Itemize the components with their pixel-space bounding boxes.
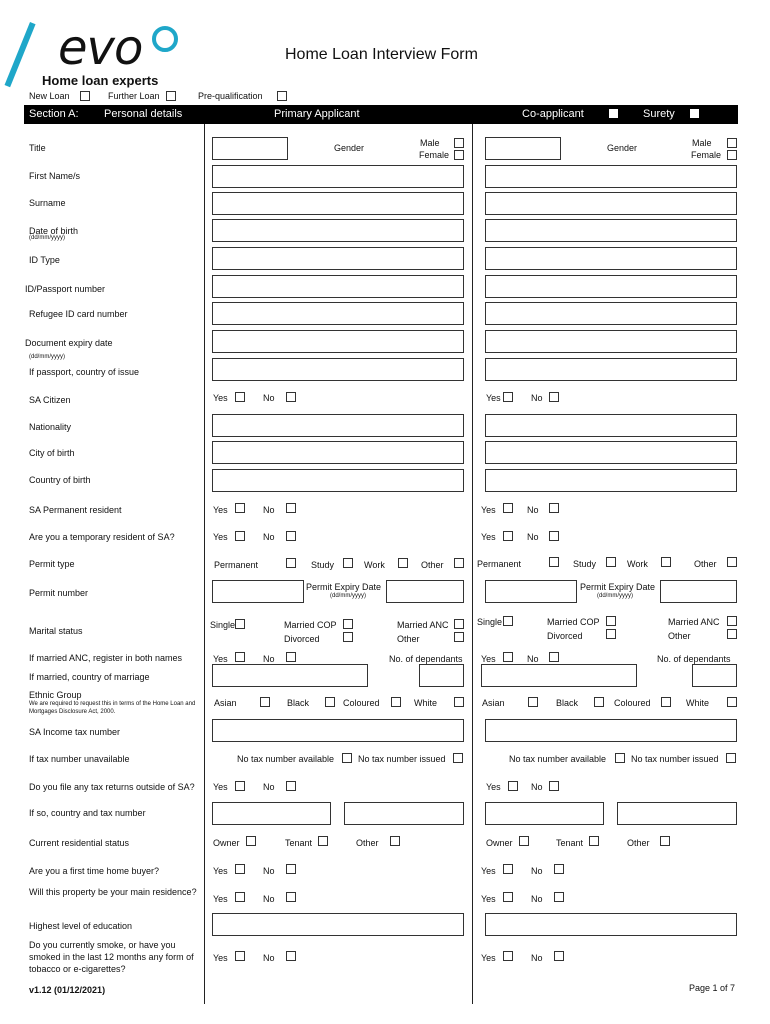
label-anc-register: If married ANC, register in both names [29,653,183,663]
primary-tenant-checkbox[interactable] [318,836,328,846]
co-permit-study-checkbox[interactable] [606,557,616,567]
co-permit-expiry-field[interactable] [660,580,737,603]
label-ethnic: Ethnic Group [29,690,82,700]
co-res-other-checkbox[interactable] [660,836,670,846]
primary-citizen-no-label: No [263,393,275,403]
primary-female-checkbox[interactable] [454,150,464,160]
label-country-birth: Country of birth [29,475,91,485]
co-smoke-no-label: No [531,953,543,963]
logo-slash [5,22,36,87]
primary-married-cop-checkbox[interactable] [343,619,353,629]
co-gender-label: Gender [607,143,638,153]
primary-coloured-checkbox[interactable] [391,697,401,707]
co-anc-yes-checkbox[interactable] [503,652,513,662]
co-main-res-yes-checkbox[interactable] [503,892,513,902]
primary-coloured-label: Coloured [343,698,380,708]
label-tax-number: SA Income tax number [29,727,121,737]
co-white-label: White [686,698,710,708]
co-citizen-yes-label: Yes [486,393,501,403]
primary-temp-yes-checkbox[interactable] [235,531,245,541]
primary-perm-no-checkbox[interactable] [286,503,296,513]
primary-permit-other-checkbox[interactable] [454,558,464,568]
primary-black-label: Black [287,698,310,708]
co-asian-checkbox[interactable] [528,697,538,707]
primary-main-res-yes-label: Yes [213,894,228,904]
co-nationality-field[interactable] [485,414,737,437]
label-tax-country: If so, country and tax number [29,808,146,818]
primary-single-checkbox[interactable] [235,619,245,629]
co-temp-yes-label: Yes [481,532,496,542]
label-married-country: If married, country of marriage [29,672,150,682]
co-tenant-label: Tenant [556,838,584,848]
primary-first-time-no-checkbox[interactable] [286,864,296,874]
label-sa-permanent: SA Permanent resident [29,505,122,515]
co-no-tax-issued-checkbox[interactable] [726,753,736,763]
primary-asian-checkbox[interactable] [260,697,270,707]
primary-citizen-yes-label: Yes [213,393,228,403]
primary-id-type-field[interactable] [212,247,464,270]
co-tax-outside-yes-checkbox[interactable] [508,781,518,791]
primary-dependants-field[interactable] [419,664,464,687]
co-perm-no-checkbox[interactable] [549,503,559,513]
label-nationality: Nationality [29,422,72,432]
co-anc-no-checkbox[interactable] [549,652,559,662]
co-tax-outside-no-label: No [531,782,543,792]
primary-permit-expiry-label: Permit Expiry Date [306,582,382,592]
primary-tax-number-field[interactable] [212,719,464,742]
co-tax-outside-no-checkbox[interactable] [549,781,559,791]
primary-permit-work-checkbox[interactable] [398,558,408,568]
co-dependants-field[interactable] [692,664,737,687]
label-doc-expiry: Document expiry date [25,338,113,348]
primary-country-birth-field[interactable] [212,469,464,492]
primary-tax-country-field[interactable] [212,802,331,825]
co-married-cop-checkbox[interactable] [606,616,616,626]
new-loan-checkbox[interactable] [80,91,90,101]
co-first-time-yes-label: Yes [481,866,496,876]
primary-owner-checkbox[interactable] [246,836,256,846]
co-doc-expiry-field[interactable] [485,330,737,353]
co-city-birth-field[interactable] [485,441,737,464]
co-surname-field[interactable] [485,192,737,215]
page-number: Page 1 of 7 [689,983,736,993]
co-permit-work-checkbox[interactable] [661,557,671,567]
co-anc-no-label: No [527,654,539,664]
label-smoke: Do you currently smoke, or have you smoked in the last 12 months any form of tobacco or e-cigarettes? [29,940,194,974]
form-title: Home Loan Interview Form [285,46,478,63]
primary-male-label: Male [420,138,440,148]
primary-foreign-tax-number-field[interactable] [344,802,464,825]
primary-passport-country-field[interactable] [212,358,464,381]
primary-permit-study-checkbox[interactable] [343,558,353,568]
primary-no-tax-issued-checkbox[interactable] [453,753,463,763]
primary-anc-yes-checkbox[interactable] [235,652,245,662]
section-label: Section A: [29,108,79,120]
co-coloured-label: Coloured [614,698,651,708]
co-tax-country-field[interactable] [485,802,604,825]
primary-temp-no-label: No [263,532,275,542]
co-id-type-field[interactable] [485,247,737,270]
primary-first-time-yes-label: Yes [213,866,228,876]
label-surname: Surname [29,198,66,208]
co-tax-outside-yes-label: Yes [486,782,501,792]
label-first-name: First Name/s [29,171,81,181]
primary-citizen-no-checkbox[interactable] [286,392,296,402]
primary-res-other-checkbox[interactable] [390,836,400,846]
label-permit-number: Permit number [29,588,89,598]
logo-brand: evo [58,20,143,76]
primary-smoke-no-label: No [263,953,275,963]
section-name: Personal details [104,108,183,120]
co-citizen-no-label: No [531,393,543,403]
primary-applicant-heading: Primary Applicant [274,108,360,120]
label-passport-country: If passport, country of issue [29,367,140,377]
co-foreign-tax-number-field[interactable] [617,802,737,825]
co-dependants-label: No. of dependants [657,654,731,664]
label-main-residence: Will this property be your main residence? [29,887,197,897]
co-permit-number-field[interactable] [485,580,577,603]
primary-perm-yes-label: Yes [213,505,228,515]
version-label: v1.12 (01/12/2021) [29,985,106,995]
co-owner-label: Owner [486,838,513,848]
co-female-checkbox[interactable] [727,150,737,160]
co-asian-label: Asian [482,698,505,708]
co-perm-no-label: No [527,505,539,515]
label-first-time: Are you a first time home buyer? [29,866,160,876]
primary-doc-expiry-field[interactable] [212,330,464,353]
primary-married-anc-label: Married ANC [397,620,449,630]
primary-permit-number-field[interactable] [212,580,304,603]
co-no-tax-issued-label: No tax number issued [631,754,719,764]
primary-tax-outside-yes-checkbox[interactable] [235,781,245,791]
co-permit-work-label: Work [627,559,648,569]
co-anc-yes-label: Yes [481,654,496,664]
primary-divorced-checkbox[interactable] [343,632,353,642]
primary-city-birth-field[interactable] [212,441,464,464]
co-applicant-heading: Co-applicant [522,108,584,120]
co-married-cop-label: Married COP [547,617,600,627]
primary-male-checkbox[interactable] [454,138,464,148]
primary-marital-other-label: Other [397,634,420,644]
co-citizen-no-checkbox[interactable] [549,392,559,402]
label-tax-outside: Do you file any tax returns outside of SA? [29,782,195,792]
label-title: Title [29,143,46,153]
co-black-checkbox[interactable] [594,697,604,707]
co-coloured-checkbox[interactable] [661,697,671,707]
primary-refugee-field[interactable] [212,302,464,325]
primary-res-other-label: Other [356,838,379,848]
label-id-passport: ID/Passport number [25,284,106,294]
co-main-res-yes-label: Yes [481,894,496,904]
column-divider-left [204,124,205,1004]
new-loan-label: New Loan [29,91,70,101]
co-passport-country-field[interactable] [485,358,737,381]
prequal-label: Pre-qualification [198,91,263,101]
surety-heading: Surety [643,108,675,120]
co-permit-other-label: Other [694,559,717,569]
co-id-passport-field[interactable] [485,275,737,298]
primary-tenant-label: Tenant [285,838,313,848]
co-permit-other-checkbox[interactable] [727,557,737,567]
primary-dependants-label: No. of dependants [389,654,463,664]
further-loan-checkbox[interactable] [166,91,176,101]
primary-no-tax-issued-label: No tax number issued [358,754,446,764]
logo-tagline: Home loan experts [42,73,159,88]
co-smoke-yes-label: Yes [481,953,496,963]
co-title-field[interactable] [485,137,561,160]
primary-nationality-field[interactable] [212,414,464,437]
primary-main-res-no-checkbox[interactable] [286,892,296,902]
co-country-birth-field[interactable] [485,469,737,492]
label-permit-type: Permit type [29,559,75,569]
primary-tax-outside-no-label: No [263,782,275,792]
co-smoke-no-checkbox[interactable] [554,951,564,961]
section-header [24,105,738,124]
primary-permit-other-label: Other [421,560,444,570]
primary-asian-label: Asian [214,698,237,708]
co-tenant-checkbox[interactable] [589,836,599,846]
co-marital-other-checkbox[interactable] [727,629,737,639]
primary-permit-permanent-label: Permanent [214,560,259,570]
primary-single-label: Single [210,620,236,630]
primary-no-tax-avail-label: No tax number available [237,754,335,764]
label-dob-format: (dd/mm/yyyy) [29,235,65,241]
co-temp-no-label: No [527,532,539,542]
primary-female-label: Female [419,150,450,160]
primary-smoke-no-checkbox[interactable] [286,951,296,961]
co-married-anc-checkbox[interactable] [727,616,737,626]
co-married-anc-label: Married ANC [668,617,720,627]
co-permit-permanent-checkbox[interactable] [549,557,559,567]
co-married-country-field[interactable] [481,664,637,687]
further-loan-label: Further Loan [108,91,160,101]
co-education-field[interactable] [485,913,737,936]
primary-tax-outside-yes-label: Yes [213,782,228,792]
logo-circle [152,26,178,52]
surety-checkbox[interactable] [690,109,699,118]
co-owner-checkbox[interactable] [519,836,529,846]
primary-first-name-field[interactable] [212,165,464,188]
co-main-res-no-label: No [531,894,543,904]
co-permit-expiry-format: (dd/mm/yyyy) [597,593,633,599]
label-sa-citizen: SA Citizen [29,395,71,405]
primary-anc-no-label: No [263,654,275,664]
primary-marital-other-checkbox[interactable] [454,632,464,642]
co-first-time-no-checkbox[interactable] [554,864,564,874]
co-refugee-field[interactable] [485,302,737,325]
co-temp-no-checkbox[interactable] [549,531,559,541]
primary-gender-label: Gender [334,143,365,153]
co-single-checkbox[interactable] [503,616,513,626]
label-temp-resident: Are you a temporary resident of SA? [29,532,175,542]
co-marital-other-label: Other [668,631,691,641]
prequal-checkbox[interactable] [277,91,287,101]
co-permit-permanent-label: Permanent [477,559,522,569]
label-marital: Marital status [29,626,83,636]
primary-permit-expiry-field[interactable] [386,580,464,603]
co-first-time-no-label: No [531,866,543,876]
primary-surname-field[interactable] [212,192,464,215]
primary-married-anc-checkbox[interactable] [454,619,464,629]
primary-main-res-yes-checkbox[interactable] [235,892,245,902]
co-divorced-checkbox[interactable] [606,629,616,639]
label-doc-expiry-format: (dd/mm/yyyy) [29,354,65,360]
co-perm-yes-label: Yes [481,505,496,515]
label-ethnic-note: We are required to request this in terms of the Home Loan and Mortgages Disclosure Act, 2000. [29,701,196,715]
co-no-tax-avail-checkbox[interactable] [615,753,625,763]
primary-permit-study-label: Study [311,560,335,570]
label-id-type: ID Type [29,255,60,265]
co-dob-field[interactable] [485,219,737,242]
primary-black-checkbox[interactable] [325,697,335,707]
label-education: Highest level of education [29,921,133,931]
co-no-tax-avail-label: No tax number available [509,754,607,764]
co-single-label: Single [477,617,503,627]
co-first-name-field[interactable] [485,165,737,188]
primary-smoke-yes-label: Yes [213,953,228,963]
primary-education-field[interactable] [212,913,464,936]
column-divider-right [472,124,473,1004]
co-temp-yes-checkbox[interactable] [503,531,513,541]
co-divorced-label: Divorced [547,631,583,641]
primary-married-cop-label: Married COP [284,620,337,630]
co-white-checkbox[interactable] [727,697,737,707]
co-citizen-yes-checkbox[interactable] [503,392,513,402]
co-res-other-label: Other [627,838,650,848]
label-tax-unavailable: If tax number unavailable [29,754,130,764]
primary-temp-no-checkbox[interactable] [286,531,296,541]
co-first-time-yes-checkbox[interactable] [503,864,513,874]
primary-perm-yes-checkbox[interactable] [235,503,245,513]
primary-first-time-no-label: No [263,866,275,876]
primary-first-time-yes-checkbox[interactable] [235,864,245,874]
primary-dob-field[interactable] [212,219,464,242]
primary-permit-work-label: Work [364,560,385,570]
primary-white-checkbox[interactable] [454,697,464,707]
primary-perm-no-label: No [263,505,275,515]
label-dob: Date of birth [29,226,79,236]
co-male-checkbox[interactable] [727,138,737,148]
primary-divorced-label: Divorced [284,634,320,644]
primary-main-res-no-label: No [263,894,275,904]
primary-anc-yes-label: Yes [213,654,228,664]
co-male-label: Male [692,138,712,148]
co-smoke-yes-checkbox[interactable] [503,951,513,961]
co-black-label: Black [556,698,579,708]
primary-smoke-yes-checkbox[interactable] [235,951,245,961]
primary-permit-expiry-format: (dd/mm/yyyy) [330,593,366,599]
label-residential: Current residential status [29,838,130,848]
co-main-res-no-checkbox[interactable] [554,892,564,902]
co-female-label: Female [691,150,722,160]
co-applicant-checkbox[interactable] [609,109,618,118]
primary-title-field[interactable] [212,137,288,160]
primary-temp-yes-label: Yes [213,532,228,542]
primary-permit-permanent-checkbox[interactable] [286,558,296,568]
co-tax-number-field[interactable] [485,719,737,742]
primary-id-passport-field[interactable] [212,275,464,298]
primary-no-tax-avail-checkbox[interactable] [342,753,352,763]
primary-citizen-yes-checkbox[interactable] [235,392,245,402]
label-refugee: Refugee ID card number [29,309,128,319]
co-perm-yes-checkbox[interactable] [503,503,513,513]
co-permit-study-label: Study [573,559,597,569]
primary-owner-label: Owner [213,838,240,848]
primary-anc-no-checkbox[interactable] [286,652,296,662]
label-city-birth: City of birth [29,448,75,458]
co-permit-expiry-label: Permit Expiry Date [580,582,656,592]
primary-tax-outside-no-checkbox[interactable] [286,781,296,791]
primary-white-label: White [414,698,438,708]
primary-married-country-field[interactable] [212,664,368,687]
